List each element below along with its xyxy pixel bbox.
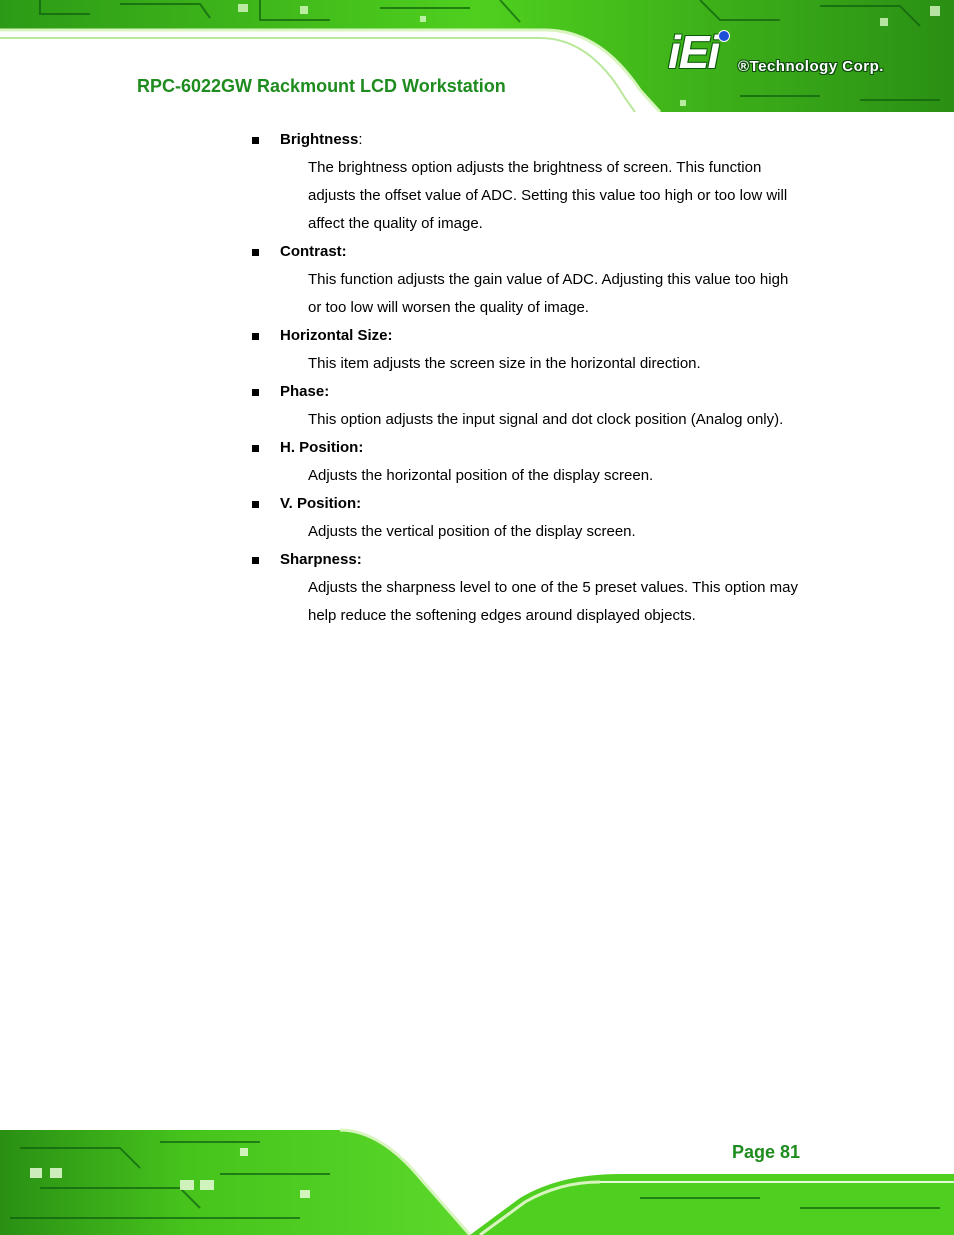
square-bullet-icon [252, 445, 259, 452]
square-bullet-icon [252, 333, 259, 340]
page-header [0, 0, 954, 112]
description-line: adjusts the offset value of ADC. Setting this value too high or too low will [308, 187, 788, 204]
list-item [0, 434, 954, 490]
item-description [308, 574, 828, 630]
list-item [0, 546, 954, 630]
item-term: Brightness [280, 131, 359, 148]
square-bullet-icon [252, 249, 259, 256]
item-description [308, 266, 828, 322]
description-line: or too low will worsen the quality of image. [308, 299, 589, 316]
item-description [308, 350, 828, 378]
description-line: Adjusts the vertical position of the display screen. [308, 523, 636, 540]
document-title: RPC-6022GW Rackmount LCD Workstation [137, 76, 506, 96]
description-line: Adjusts the horizontal position of the display screen. [308, 467, 654, 484]
description-line: help reduce the softening edges around displayed objects. [308, 607, 696, 624]
item-term: Phase: [280, 383, 330, 400]
item-term: Horizontal Size: [280, 327, 393, 344]
list-item [0, 378, 954, 434]
logo-text: ®Technology Corp. [738, 58, 884, 75]
square-bullet-icon [252, 557, 259, 564]
description-line: This function adjusts the gain value of ADC. Adjusting this value too high [308, 271, 789, 288]
item-description [308, 406, 828, 434]
description-line: Adjusts the sharpness level to one of the 5 preset values. This option may [308, 579, 799, 596]
item-description [308, 518, 828, 546]
logo-mark: iEi [668, 26, 719, 78]
logo-dot-icon [718, 30, 730, 42]
list-item [0, 322, 954, 378]
square-bullet-icon [252, 137, 259, 144]
item-term: V. Position: [280, 495, 362, 512]
item-term: Contrast: [280, 243, 347, 260]
list-item [0, 238, 954, 322]
page-footer [0, 1118, 954, 1235]
item-description [308, 154, 828, 238]
item-description [308, 462, 828, 490]
description-line: This item adjusts the screen size in the horizontal direction. [308, 355, 701, 372]
circuit-board-footer [0, 1118, 954, 1235]
page-number: Page 81 [732, 1142, 801, 1162]
item-term: H. Position: [280, 439, 364, 456]
square-bullet-icon [252, 389, 259, 396]
square-bullet-icon [252, 501, 259, 508]
description-line: affect the quality of image. [308, 215, 483, 232]
list-item [0, 126, 954, 238]
iei-logo [668, 28, 928, 88]
description-line: The brightness option adjusts the brightness of screen. This function [308, 159, 762, 176]
settings-description-list [0, 126, 954, 630]
description-line: This option adjusts the input signal and dot clock position (Analog only). [308, 411, 784, 428]
item-term-suffix: : [358, 131, 363, 148]
list-item [0, 490, 954, 546]
item-term: Sharpness: [280, 551, 362, 568]
